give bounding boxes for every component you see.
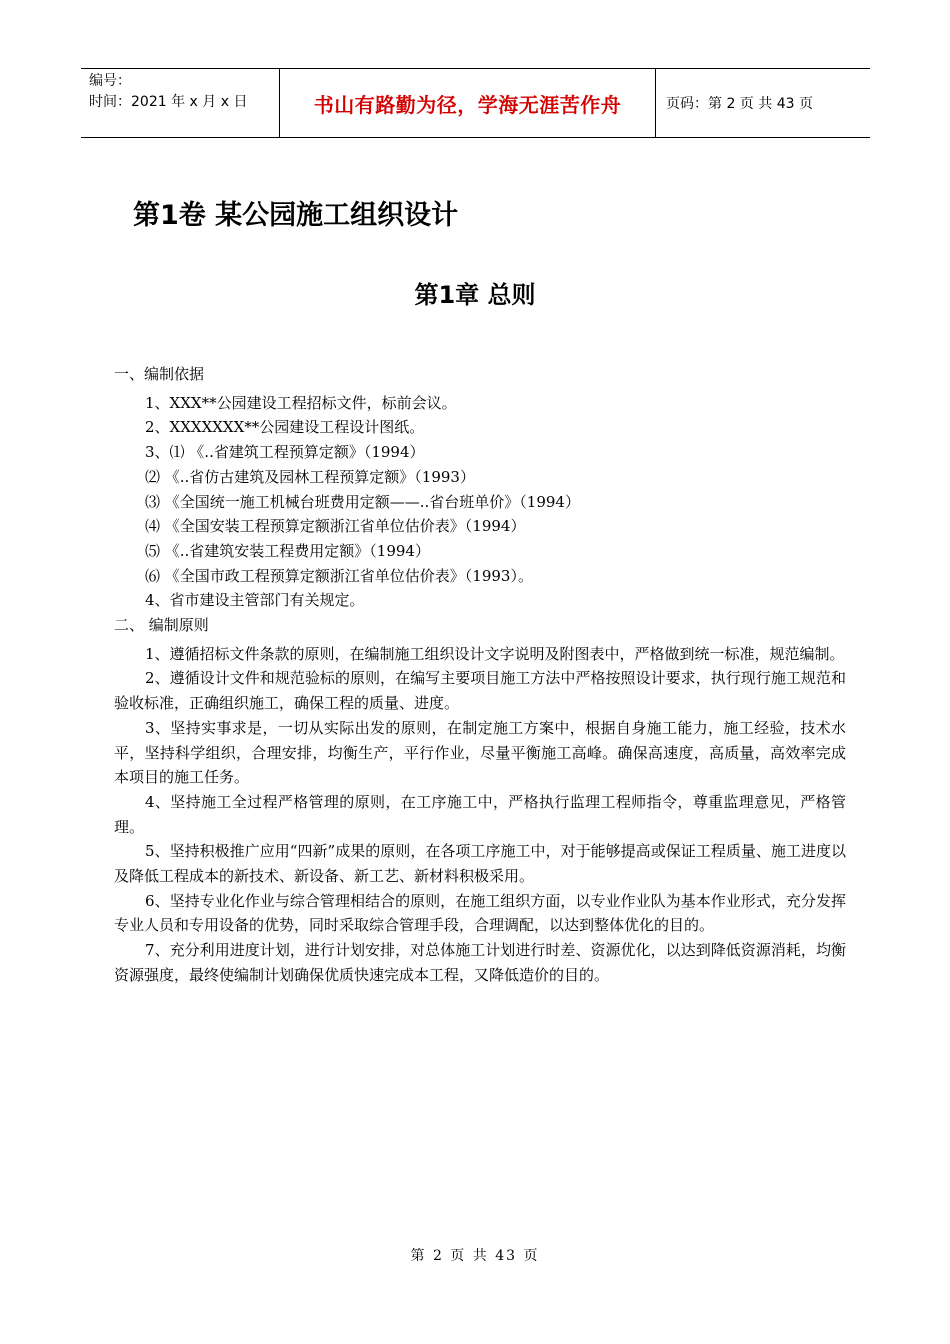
basis-item: ⑷ 《全国安装工程预算定额浙江省单位估价表》（1994）: [145, 517, 526, 536]
header-motto-cell: [280, 69, 656, 137]
principle-paragraph: 6、坚持专业化作业与综合管理相结合的原则，在施工组织方面，以专业作业队为基本作业形式，充分发挥专业人员和专用设备的优势，同时采取综合管理手段，合理调配，以达到整体优化的目的。: [114, 891, 846, 935]
principle-paragraph: 3、坚持实事求是，一切从实际出发的原则，在制定施工方案中，根据自身施工能力，施工经验，技术水平，坚持科学组织，合理安排，均衡生产，平行作业，尽量平衡施工高峰。确保高速度，高质量，高效率完成本项目的施工任务。: [114, 718, 846, 787]
principle-paragraph: 2、遵循设计文件和规范验标的原则，在编写主要项目施工方法中严格按照设计要求，执行现行施工规范和验收标准，正确组织施工，确保工程的质量、进度。: [114, 669, 846, 713]
basis-item: ⑵ 《..省仿古建筑及园林工程预算定额》（1993）: [145, 467, 475, 486]
document-date: 时间：2021 年 x 月 x 日: [89, 94, 248, 110]
basis-item: ⑸ 《..省建筑安装工程费用定额》（1994）: [145, 541, 430, 560]
basis-item: ⑶ 《全国统一施工机械台班费用定额——..省台班单价》（1994）: [145, 492, 580, 511]
principle-paragraph: 5、坚持积极推广应用“四新”成果的原则，在各项工序施工中，对于能够提高或保证工程质量、施工进度以及降低工程成本的新技术、新设备、新工艺、新材料积极采用。: [114, 842, 846, 886]
chapter-title: 第1章 总则: [414, 281, 536, 309]
header-page-cell: [656, 69, 870, 137]
basis-item: 4、省市建设主管部门有关规定。: [145, 591, 365, 610]
section-heading: 一、编制依据: [114, 365, 205, 383]
page-header: [81, 68, 870, 138]
header-left-cell: [81, 69, 280, 137]
basis-item: 3、⑴ 《..省建筑工程预算定额》（1994）: [145, 443, 425, 462]
document-number-label: 编号：: [89, 73, 131, 89]
document-body: [114, 362, 846, 988]
header-page-number: 页码：第 2 页 共 43 页: [666, 96, 813, 112]
basis-item: 1、XXX**公园建设工程招标文件，标前会议。: [145, 393, 457, 412]
basis-item: ⑹ 《全国市政工程预算定额浙江省单位估价表》（1993）。: [145, 566, 533, 585]
principle-paragraph: 7、充分利用进度计划，进行计划安排，对总体施工计划进行时差、资源优化，以达到降低资源消耗，均衡资源强度，最终使编制计划确保优质快速完成本工程，又降低造价的目的。: [114, 941, 846, 984]
principle-paragraph: 4、坚持施工全过程严格管理的原则，在工序施工中，严格执行监理工程师指令，尊重监理意见，严格管理。: [114, 792, 846, 836]
page-footer: 第 2 页 共 43 页: [410, 1248, 540, 1264]
header-motto: 书山有路勤为径，学海无涯苦作舟: [313, 92, 622, 117]
principle-paragraph: 1、遵循招标文件条款的原则，在编制施工组织设计文字说明及附图表中，严格做到统一标准，规范编制。: [145, 644, 845, 663]
basis-item: 2、XXXXXXX**公园建设工程设计图纸。: [145, 418, 425, 437]
section-heading: 二、 编制原则: [114, 616, 209, 635]
volume-title: 第1卷 某公园施工组织设计: [133, 200, 459, 231]
